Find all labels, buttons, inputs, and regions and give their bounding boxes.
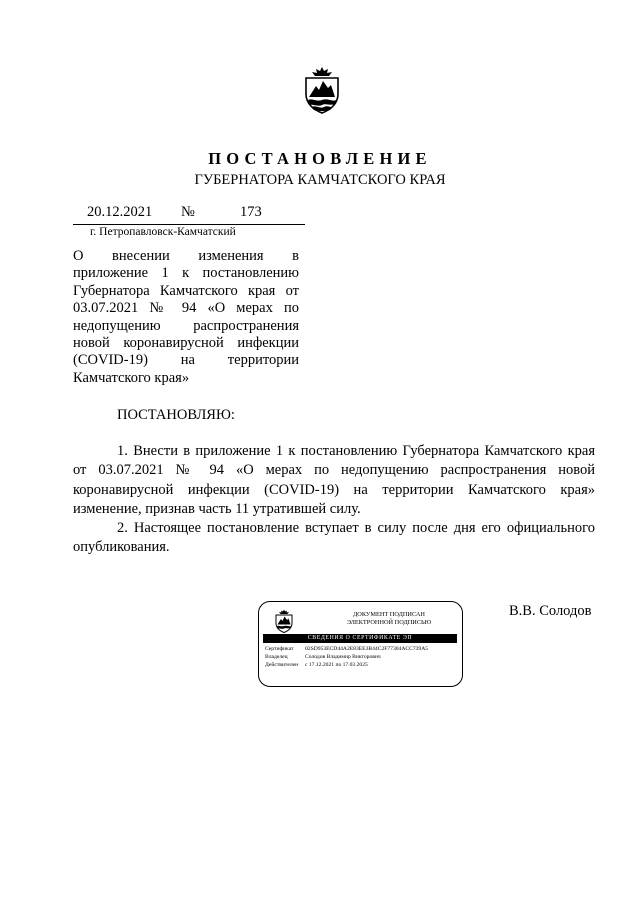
stamp-title-line-2: ЭЛЕКТРОННОЙ ПОДПИСЬЮ (346, 619, 432, 626)
date-underline (73, 224, 305, 225)
stamp-value: с 17.12.2021 по 17.03.2025 (305, 661, 368, 668)
document-body (73, 442, 595, 558)
stamp-label: Владелец (265, 653, 288, 660)
stamp-row-owner (265, 654, 461, 662)
stamp-label: Сертификат (265, 646, 294, 652)
stamp-row-validity (265, 662, 461, 670)
stamp-details (265, 646, 461, 669)
stamp-value: 02SD953ECD44A2E83EE3B44C2F77304ACC739A5 (305, 646, 429, 652)
stamp-emblem-icon (274, 609, 294, 633)
number-sign: № (181, 204, 195, 220)
stamp-row-certificate (265, 646, 461, 654)
document-place: г. Петропавловск-Камчатский (90, 226, 236, 238)
document-title: ПОСТАНОВЛЕНИЕ (208, 149, 432, 168)
stamp-title (319, 611, 459, 627)
coat-of-arms-emblem (302, 66, 342, 114)
stamp-title-line-1: ДОКУМЕНТ ПОДПИСАН (353, 611, 425, 618)
electronic-signature-stamp (258, 601, 463, 687)
document-number: 173 (240, 204, 262, 220)
stamp-label: Действителен (265, 661, 299, 668)
decree-heading: ПОСТАНОВЛЯЮ: (117, 407, 235, 423)
paragraph-2: 2. Настоящее постановление вступает в силу после дня его официального опубликования. (73, 520, 595, 556)
document-subject: О внесении изменения в приложение 1 к постановлению Губернатора Камчатского края от 03.07.2021 № 94 «О мерах по недопущению распространения новой коронавирусной инфекции (COVID-19) на территории Камчатского края» (73, 248, 299, 386)
paragraph-1: 1. Внести в приложение 1 к постановлению Губернатора Камчатского края от 03.07.2021 № 94 «О мерах по недопущению распространения новой коронавирусной инфекции (COVID-19) на территории Камчатского края» изменение, признав часть 11 утратившей силу. (73, 443, 595, 517)
signer-name: В.В. Солодов (509, 603, 592, 619)
document-subtitle: ГУБЕРНАТОРА КАМЧАТСКОГО КРАЯ (194, 172, 446, 188)
stamp-value: Солодов Владимир Викторович (305, 653, 381, 660)
document-date: 20.12.2021 (87, 204, 153, 220)
stamp-certificate-bar: СВЕДЕНИЯ О СЕРТИФИКАТЕ ЭП (263, 634, 457, 643)
